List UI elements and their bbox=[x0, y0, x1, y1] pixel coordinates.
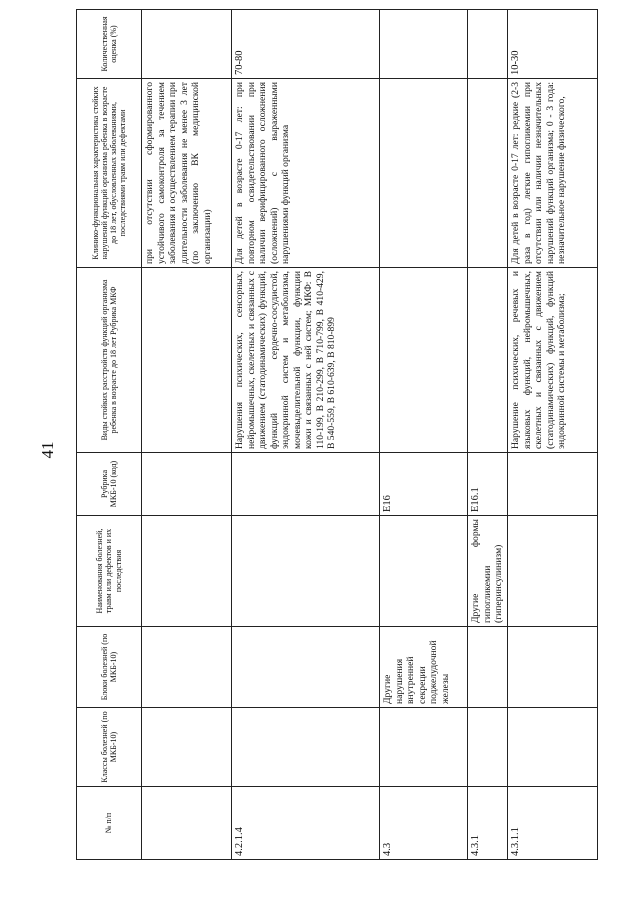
cell-classes bbox=[142, 708, 232, 787]
header-icd-code: Рубрика МКБ-10 (код) bbox=[77, 453, 142, 516]
cell-characteristics: Для детей в возрасте 0-17 лет: при повторном освидетельствовании при наличии верифицированного осложнения (осложнений) с выраженными нарушениями функций организма bbox=[232, 79, 380, 268]
cell-classes bbox=[468, 708, 508, 787]
cell-code: E16.1 bbox=[468, 453, 508, 516]
header-functions: Виды стойких расстройств функций организма ребенка в возрасте до 18 лет Рубрика МКФ bbox=[77, 268, 142, 453]
table-row bbox=[232, 10, 380, 860]
cell-blocks bbox=[508, 627, 598, 708]
cell-score bbox=[468, 10, 508, 79]
cell-characteristics: при отсутствии сформированного устойчивого самоконтроля за течением заболевания и осуществлением терапии при длительности заболевания не менее 3 лет (по заключению ВК медицинской организации) bbox=[142, 79, 232, 268]
disability-criteria-table bbox=[76, 9, 598, 860]
cell-num: 4.3.1.1 bbox=[508, 787, 598, 860]
header-score: Количественная оценка (%) bbox=[77, 10, 142, 79]
cell-functions: Нарушения психических, сенсорных, нейромышечных, скелетных и связанных с движением (статодинамических) функций, функций сердечно-сосудистой, эндокринной систем и метаболизма, мочевыделительной функции, функции кожи и связанных с ней систем; МКФ: В 110-199, В 210-299, В 710-799, В 410-429, В 540-559, В 610-639, В 810-899 bbox=[232, 268, 380, 453]
table-header-row bbox=[77, 10, 142, 860]
cell-diseases: Другие формы гипогликемии (гиперинсулинизм) bbox=[468, 516, 508, 627]
cell-characteristics: Для детей в возрасте 0-17 лет: редкие (2-3 раза в год) легкие гипогликемии при отсутствии или наличии незначительных нарушений функций организма; 0 - 3 года: незначительное нарушение физического, bbox=[508, 79, 598, 268]
table-row bbox=[508, 10, 598, 860]
cell-characteristics bbox=[380, 79, 468, 268]
cell-functions bbox=[380, 268, 468, 453]
cell-functions: Нарушение психических, речевых и языковых функций, нейромышечных, скелетных и связанных с движением (статодинамических) функций, функций эндокринной системы и метаболизма; bbox=[508, 268, 598, 453]
cell-classes bbox=[380, 708, 468, 787]
cell-num: 4.3.1 bbox=[468, 787, 508, 860]
cell-score bbox=[380, 10, 468, 79]
table-row bbox=[380, 10, 468, 860]
cell-score: 10-30 bbox=[508, 10, 598, 79]
cell-num: 4.3 bbox=[380, 787, 468, 860]
cell-blocks: Другие нарушения внутренней секреции поджелудочной железы bbox=[380, 627, 468, 708]
table-row bbox=[468, 10, 508, 860]
cell-diseases bbox=[142, 516, 232, 627]
header-characteristics: Клинико-функциональная характеристика стойких нарушений функций организма ребенка в возрасте до 18 лет, обусловленных заболеваниями, последствиями травм или дефектами bbox=[77, 79, 142, 268]
table-row bbox=[142, 10, 232, 860]
cell-blocks bbox=[468, 627, 508, 708]
cell-score bbox=[142, 10, 232, 79]
cell-characteristics bbox=[468, 79, 508, 268]
cell-functions bbox=[468, 268, 508, 453]
cell-code bbox=[142, 453, 232, 516]
cell-num bbox=[142, 787, 232, 860]
cell-blocks bbox=[142, 627, 232, 708]
cell-functions bbox=[142, 268, 232, 453]
cell-diseases bbox=[508, 516, 598, 627]
cell-score: 70-80 bbox=[232, 10, 380, 79]
cell-num: 4.2.1.4 bbox=[232, 787, 380, 860]
cell-classes bbox=[508, 708, 598, 787]
header-num: № п/п bbox=[77, 787, 142, 860]
cell-code: E16 bbox=[380, 453, 468, 516]
header-diseases: Наименования болезней, травм или дефектов и их последствия bbox=[77, 516, 142, 627]
page-number: 41 bbox=[38, 441, 57, 459]
cell-code bbox=[508, 453, 598, 516]
header-classes: Классы болезней (по МКБ-10) bbox=[77, 708, 142, 787]
cell-classes bbox=[232, 708, 380, 787]
header-blocks: Блоки болезней (по МКБ-10) bbox=[77, 627, 142, 708]
cell-diseases bbox=[232, 516, 380, 627]
cell-blocks bbox=[232, 627, 380, 708]
cell-diseases bbox=[380, 516, 468, 627]
cell-code bbox=[232, 453, 380, 516]
rotated-page bbox=[76, 16, 640, 860]
